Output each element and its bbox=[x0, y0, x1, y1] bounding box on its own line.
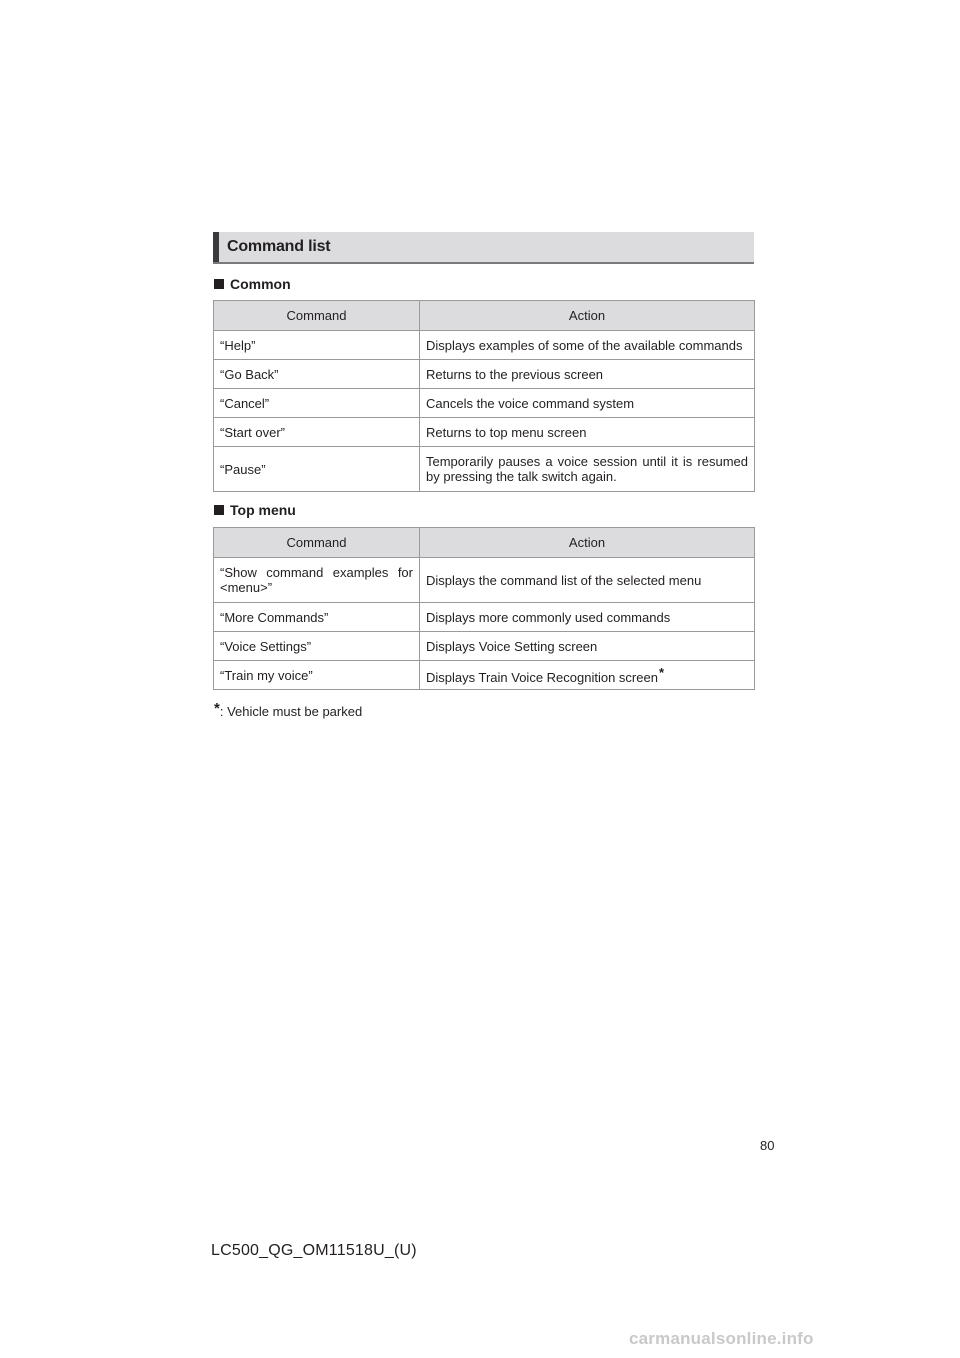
action-cell: Displays more commonly used commands bbox=[420, 603, 755, 632]
table-header-row bbox=[214, 301, 755, 331]
action-cell: Returns to the previous screen bbox=[420, 360, 755, 389]
action-cell: Returns to top menu screen bbox=[420, 418, 755, 447]
table-row bbox=[214, 558, 755, 603]
column-header-command: Command bbox=[214, 528, 420, 558]
table-row bbox=[214, 603, 755, 632]
table-row bbox=[214, 661, 755, 690]
document-code: LC500_QG_OM11518U_(U) bbox=[211, 1242, 417, 1259]
column-header-command: Command bbox=[214, 301, 420, 331]
command-cell: “Cancel” bbox=[214, 389, 420, 418]
command-cell: “Train my voice” bbox=[214, 661, 420, 690]
table-row bbox=[214, 331, 755, 360]
column-header-action: Action bbox=[420, 528, 755, 558]
table-row bbox=[214, 447, 755, 492]
command-cell: “More Commands” bbox=[214, 603, 420, 632]
command-cell: “Pause” bbox=[214, 447, 420, 492]
square-bullet-icon bbox=[214, 505, 224, 515]
action-cell: Cancels the voice command system bbox=[420, 389, 755, 418]
section-header bbox=[213, 232, 754, 264]
square-bullet-icon bbox=[214, 279, 224, 289]
common-heading bbox=[214, 276, 291, 292]
top-menu-heading bbox=[214, 502, 296, 518]
watermark: carmanualsonline.info bbox=[629, 1329, 814, 1348]
footnote bbox=[214, 700, 362, 719]
table-row bbox=[214, 389, 755, 418]
action-cell: Temporarily pauses a voice session until it is resumed by pressing the talk switch again. bbox=[420, 447, 755, 492]
action-cell bbox=[420, 661, 755, 690]
section-header-bar bbox=[213, 232, 219, 262]
action-cell: Displays examples of some of the available commands bbox=[420, 331, 755, 360]
action-cell: Displays Voice Setting screen bbox=[420, 632, 755, 661]
command-cell: “Help” bbox=[214, 331, 420, 360]
table-row bbox=[214, 360, 755, 389]
table-row bbox=[214, 418, 755, 447]
table-row bbox=[214, 632, 755, 661]
command-cell: “Show command examples for <menu>” bbox=[214, 558, 420, 603]
action-text: Displays Train Voice Recognition screen bbox=[426, 670, 658, 685]
top-menu-heading-label: Top menu bbox=[230, 502, 296, 518]
common-heading-label: Common bbox=[230, 276, 291, 292]
footnote-marker: * bbox=[658, 665, 665, 680]
command-cell: “Go Back” bbox=[214, 360, 420, 389]
top-menu-command-table bbox=[213, 527, 755, 690]
command-cell: “Voice Settings” bbox=[214, 632, 420, 661]
column-header-action: Action bbox=[420, 301, 755, 331]
table-header-row bbox=[214, 528, 755, 558]
common-command-table bbox=[213, 300, 755, 492]
page-number: 80 bbox=[760, 1138, 775, 1153]
section-title: Command list bbox=[227, 238, 331, 255]
footnote-marker: * bbox=[214, 700, 220, 717]
action-cell: Displays the command list of the selected menu bbox=[420, 558, 755, 603]
footnote-text: : Vehicle must be parked bbox=[219, 704, 363, 719]
command-cell: “Start over” bbox=[214, 418, 420, 447]
